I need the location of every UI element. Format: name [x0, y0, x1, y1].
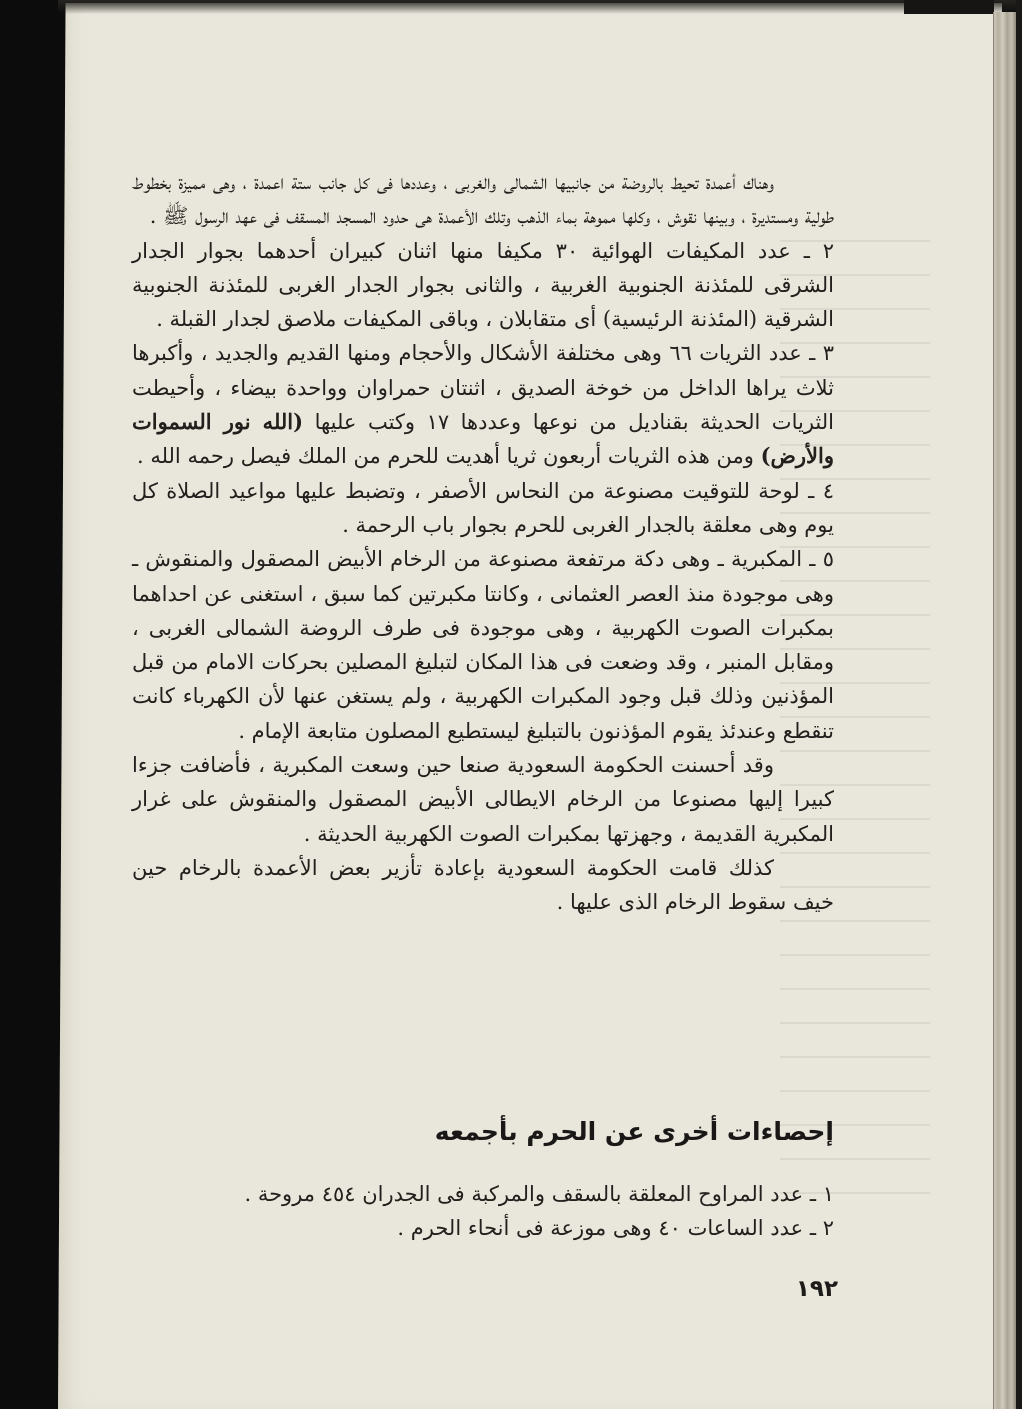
binding-corner [904, 0, 994, 14]
page-stack-edge [993, 12, 1016, 1409]
list-item-fans: ١ ـ عدد المراوح المعلقة بالسقف والمركبة فى الجدران ٤٥٤ مروحة . [244, 1182, 834, 1206]
scan-border [1016, 0, 1022, 1409]
page-number: ١٩٢ [795, 1276, 838, 1302]
section-heading: إحصاءات أخرى عن الحرم بأجمعه [434, 1117, 834, 1146]
item-air-conditioners: ٢ ـ عدد المكيفات الهوائية ٣٠ مكيفا منها اثنان كبيران أحدهما بجوار الجدار الشرقى للمئذنة الجنوبية الغربية ، والثانى بجوار الجدار الغربى للمئذنة الجنوبية الشرقية (المئذنة الرئيسية) أى متقابلان ، وباقى المكيفات ملاصق لجدار القبلة . [132, 238, 834, 332]
item-timing-board: ٤ ـ لوحة للتوقيت مصنوعة من النحاس الأصفر ، وتضبط عليها مواعيد الصلاة كل يوم وهى معلقة بالجدار الغربى للحرم بجوار باب الرحمة . [132, 478, 834, 537]
statistics-list [132, 1177, 834, 1245]
body-text [132, 165, 834, 920]
item-chandeliers-text-2: ومن هذه الثريات أربعون ثريا أهديت للحرم من الملك فيصل رحمه الله . [136, 444, 761, 469]
government-columns-paragraph: كذلك قامت الحكومة السعودية بإعادة تأزير بعض الأعمدة بالرخام حين خيف سقوط الرخام الذى عليها . [132, 855, 834, 915]
top-edge-shadow [58, 0, 1022, 14]
item-mukabbiriya: ٥ ـ المكبرية ـ وهى دكة مرتفعة مصنوعة من الرخام الأبيض المصقول والمنقوش ـ وهى موجودة منذ العصر العثمانى ، وكانتا مكبرتين كما سبق ، استغنى عن احداهما بمكبرات الصوت الكهربية ، وهى موجودة فى طرف الروضة الشمالى الغربى ، ومقابل المنبر ، وقد وضعت فى هذا المكان لتبليغ المصلين بحركات الامام من قبل المؤذنين وذلك قبل وجود المكبرات الكهربية ، ولم يستغن عنها لأن الكهرباء كانت تنقطع وعندئذ يقوم المؤذنون بالتبليغ ليستطيع المصلون متابعة الإمام . [132, 547, 834, 743]
quran-quote: (الله نور السموات والأرض) [132, 409, 834, 469]
intro-paragraph: وهناك أعمدة تحيط بالروضة من جانبيها الشمالى والغربى ، وعددها فى كل جانب ستة اعمدة ، وهى مميزة بخطوط طولية ومستديرة ، وبينها نقوش ، وكلها مموهة بماء الذهب وتلك الأعمدة هى حدود المسجد المسقف فى عهد الرسول ﷺ . [132, 170, 834, 229]
item-chandeliers [132, 336, 834, 473]
item-chandeliers-text-1: ٣ ـ عدد الثريات ٦٦ وهى مختلفة الأشكال والأحجام ومنها القديم والجديد ، وأكبرها ثلاث يراها الداخل من خوخة الصديق ، اثنتان حمراوان وواحدة بيضاء ، وأحيطت الثريات الحديثة بقناديل من نوعها وعددها ١٧ وكتب عليها [132, 341, 834, 435]
list-item-clocks: ٢ ـ عدد الساعات ٤٠ وهى موزعة فى أنحاء الحرم . [397, 1216, 834, 1240]
government-expansion-paragraph: وقد أحسنت الحكومة السعودية صنعا حين وسعت المكبرية ، فأضافت جزءا كبيرا إليها مصنوعا من الرخام الايطالى الأبيض المصقول والمنقوش على غرار المكبرية القديمة ، وجهزتها بمكبرات الصوت الكهربية الحديثة . [132, 753, 834, 846]
